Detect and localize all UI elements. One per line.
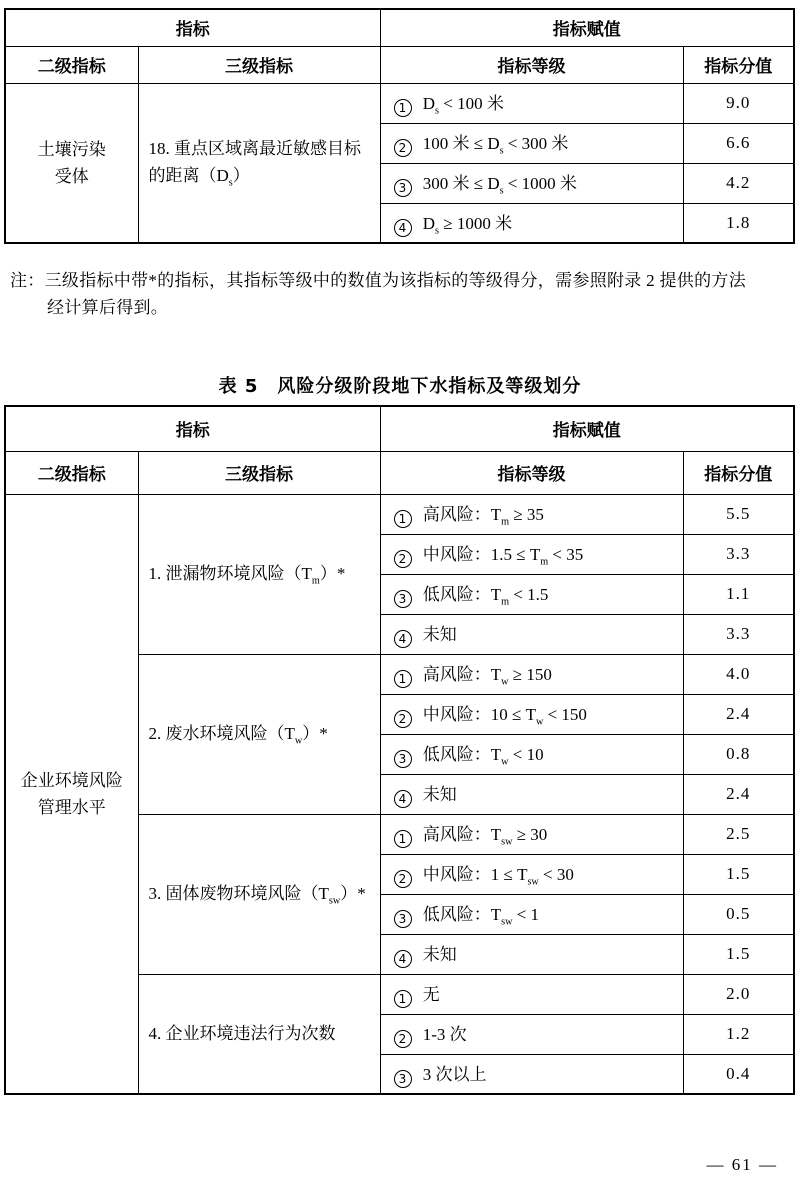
grade-cell: 1 高风险：$T_w \ge 150$: [380, 654, 683, 694]
header-indicator-assignment: 指标赋值: [380, 9, 794, 46]
grade-cell: 4 未知: [380, 614, 683, 654]
level3-indicator-cell: 1. 泄漏物环境风险$(T_m)*$: [138, 494, 380, 654]
grade-cell: 3 300 米 ≤ $D_s < 1000$ 米: [380, 163, 683, 203]
score-cell: 0.4: [683, 1054, 794, 1094]
table-row: [5, 494, 794, 534]
grade-cell: 1 $D_s < 100$ 米: [380, 83, 683, 123]
header-indicator-score: 指标分值: [683, 451, 794, 494]
level2-indicator-line2: 受体: [54, 166, 89, 186]
soil-pollution-indicator-table: [4, 8, 795, 244]
grade-cell: 4 未知: [380, 774, 683, 814]
grade-cell: 4 $D_s \ge 1000$ 米: [380, 203, 683, 243]
grade-cell: 2 中风险：$1.5 \le T_m < 35$: [380, 534, 683, 574]
header-indicator: 指标: [5, 406, 380, 451]
header-level2-indicator: 二级指标: [5, 46, 138, 83]
grade-cell: 3 低风险：$T_w < 10$: [380, 734, 683, 774]
header-indicator-grade: 指标等级: [380, 46, 683, 83]
grade-cell: 3 低风险：$T_m < 1.5$: [380, 574, 683, 614]
score-cell: 0.8: [683, 734, 794, 774]
level3-indicator-cell: 18. 重点区域离最近敏感目标的距离$(D_s)$: [138, 83, 380, 243]
score-cell: 1.1: [683, 574, 794, 614]
grade-cell: 2 中风险：$1 \le T_{sw} < 30$: [380, 854, 683, 894]
header-level3-indicator: 三级指标: [138, 451, 380, 494]
score-cell: 1.2: [683, 1014, 794, 1054]
score-cell: 2.4: [683, 694, 794, 734]
level3-indicator-cell: 3. 固体废物环境风险$(T_{sw})*$: [138, 814, 380, 974]
page-number: — 61 —: [706, 1155, 778, 1174]
grade-cell: 2 100 米 ≤ $D_s < 300$ 米: [380, 123, 683, 163]
header-level3-indicator: 三级指标: [138, 46, 380, 83]
footnote: [10, 267, 792, 321]
score-cell: 1.5: [683, 934, 794, 974]
score-cell: 2.0: [683, 974, 794, 1014]
footnote-line1: [10, 267, 792, 294]
table5-title: 表 5 风险分级阶段地下水指标及等级划分: [218, 376, 582, 397]
footnote-line2: 经计算后得到。: [47, 298, 169, 317]
grade-cell: 4 未知: [380, 934, 683, 974]
level2-indicator-line1: 土壤污染: [37, 139, 106, 159]
level2-indicator-line2: 管理水平: [37, 797, 106, 817]
header-indicator-assignment: 指标赋值: [380, 406, 794, 451]
table-row: [5, 83, 794, 123]
score-cell: 2.4: [683, 774, 794, 814]
level3-indicator-cell: 4. 企业环境违法行为次数: [138, 974, 380, 1094]
level3-indicator-cell: 2. 废水环境风险$(T_w)*$: [138, 654, 380, 814]
score-cell: 6.6: [683, 123, 794, 163]
score-cell: 3.3: [683, 614, 794, 654]
header-level2-indicator: 二级指标: [5, 451, 138, 494]
score-cell: 0.5: [683, 894, 794, 934]
footnote-text1: 三级指标中带*的指标，其指标等级中的数值为该指标的等级得分，需参照附录 2 提供的方法: [44, 271, 747, 290]
grade-cell: 3 3 次以上: [380, 1054, 683, 1094]
grade-cell: 1 无: [380, 974, 683, 1014]
grade-cell: 1 高风险：$T_m \ge 35$: [380, 494, 683, 534]
level2-indicator-cell: [5, 494, 138, 1094]
footnote-prefix: 注：: [10, 271, 45, 290]
score-cell: 5.5: [683, 494, 794, 534]
grade-cell: 3 低风险：$T_{sw} < 1$: [380, 894, 683, 934]
groundwater-indicator-table: [4, 405, 795, 1095]
score-cell: 4.0: [683, 654, 794, 694]
score-cell: 9.0: [683, 83, 794, 123]
header-indicator-score: 指标分值: [683, 46, 794, 83]
grade-cell: 2 1-3 次: [380, 1014, 683, 1054]
level2-indicator-line1: 企业环境风险: [20, 770, 123, 790]
score-cell: 2.5: [683, 814, 794, 854]
score-cell: 1.5: [683, 854, 794, 894]
grade-cell: 1 高风险：$T_{sw} \ge 30$: [380, 814, 683, 854]
score-cell: 3.3: [683, 534, 794, 574]
level2-indicator-cell: [5, 83, 138, 243]
header-indicator-grade: 指标等级: [380, 451, 683, 494]
header-indicator: 指标: [5, 9, 380, 46]
score-cell: 1.8: [683, 203, 794, 243]
score-cell: 4.2: [683, 163, 794, 203]
grade-cell: 2 中风险：$10 \le T_w < 150$: [380, 694, 683, 734]
